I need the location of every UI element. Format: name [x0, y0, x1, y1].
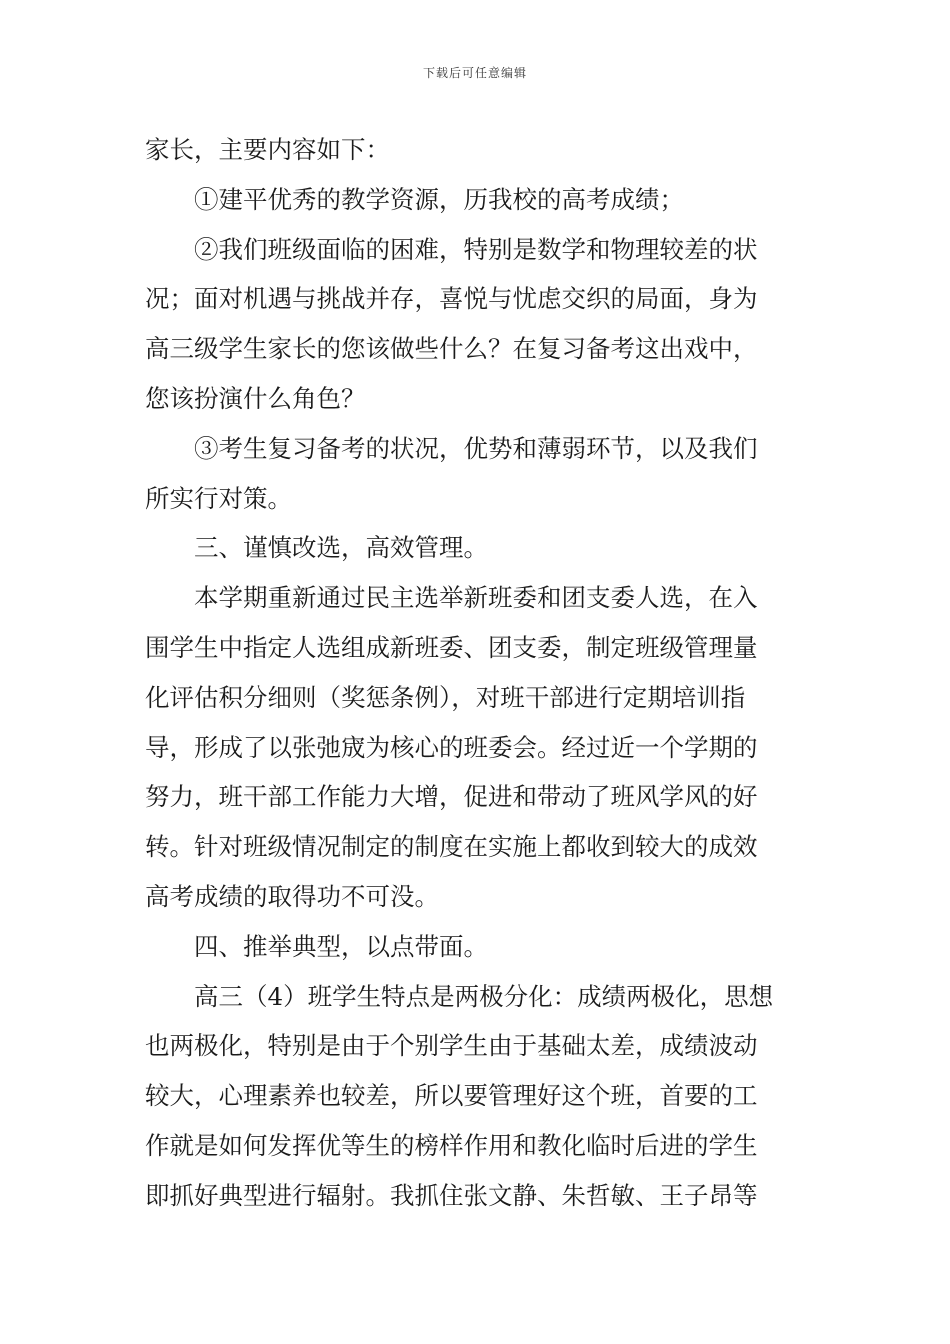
- section-heading: 四、推举典型，以点带面。: [194, 931, 488, 961]
- text-line: 高三级学生家长的您该做些什么？在复习备考这出戏中，: [145, 334, 758, 364]
- text-line: 转。针对班级情况制定的制度在实施上都收到较大的成效: [145, 832, 758, 862]
- text-line: 您该扮演什么角色？: [145, 383, 366, 413]
- text-line: 高三（4）班学生特点是两极分化：成绩两极化，思想: [194, 981, 774, 1011]
- text-line: ①建平优秀的教学资源，历我校的高考成绩；: [194, 184, 684, 214]
- text-line: 围学生中指定人选组成新班委、团支委，制定班级管理量: [145, 632, 758, 662]
- text-line: ②我们班级面临的困难，特别是数学和物理较差的状: [194, 234, 758, 264]
- text-line: 所实行对策。: [145, 483, 292, 513]
- document-body: [145, 125, 810, 1221]
- text-line: 努力，班干部工作能力大增，促进和带动了班风学风的好: [145, 782, 758, 812]
- text-line: 家长，主要内容如下：: [145, 135, 390, 164]
- text-line: 也两极化，特别是由于个别学生由于基础太差，成绩波动: [145, 1031, 758, 1061]
- text-line: 高考成绩的取得功不可没。: [145, 881, 439, 911]
- text-line: 导，形成了以张弛宬为核心的班委会。经过近一个学期的: [145, 732, 758, 762]
- section-heading: 三、谨慎改选，高效管理。: [194, 533, 488, 563]
- text-line: 化评估积分细则（奖惩条例），对班干部进行定期培训指: [145, 682, 746, 712]
- text-line: 本学期重新通过民主选举新班委和团支委人选，在入: [194, 583, 758, 613]
- text-line: 作就是如何发挥优等生的榜样作用和教化临时后进的学生: [145, 1130, 758, 1160]
- text-line: 况；面对机遇与挑战并存，喜悦与忧虑交织的局面，身为: [145, 284, 758, 314]
- text-line: 较大，心理素养也较差，所以要管理好这个班，首要的工: [145, 1081, 758, 1111]
- text-line: ③考生复习备考的状况，优势和薄弱环节，以及我们: [194, 433, 758, 463]
- page-header: 下载后可任意编辑: [422, 66, 527, 80]
- text-line: 即抓好典型进行辐射。我抓住张文静、朱哲敏、王子昂等: [145, 1180, 758, 1210]
